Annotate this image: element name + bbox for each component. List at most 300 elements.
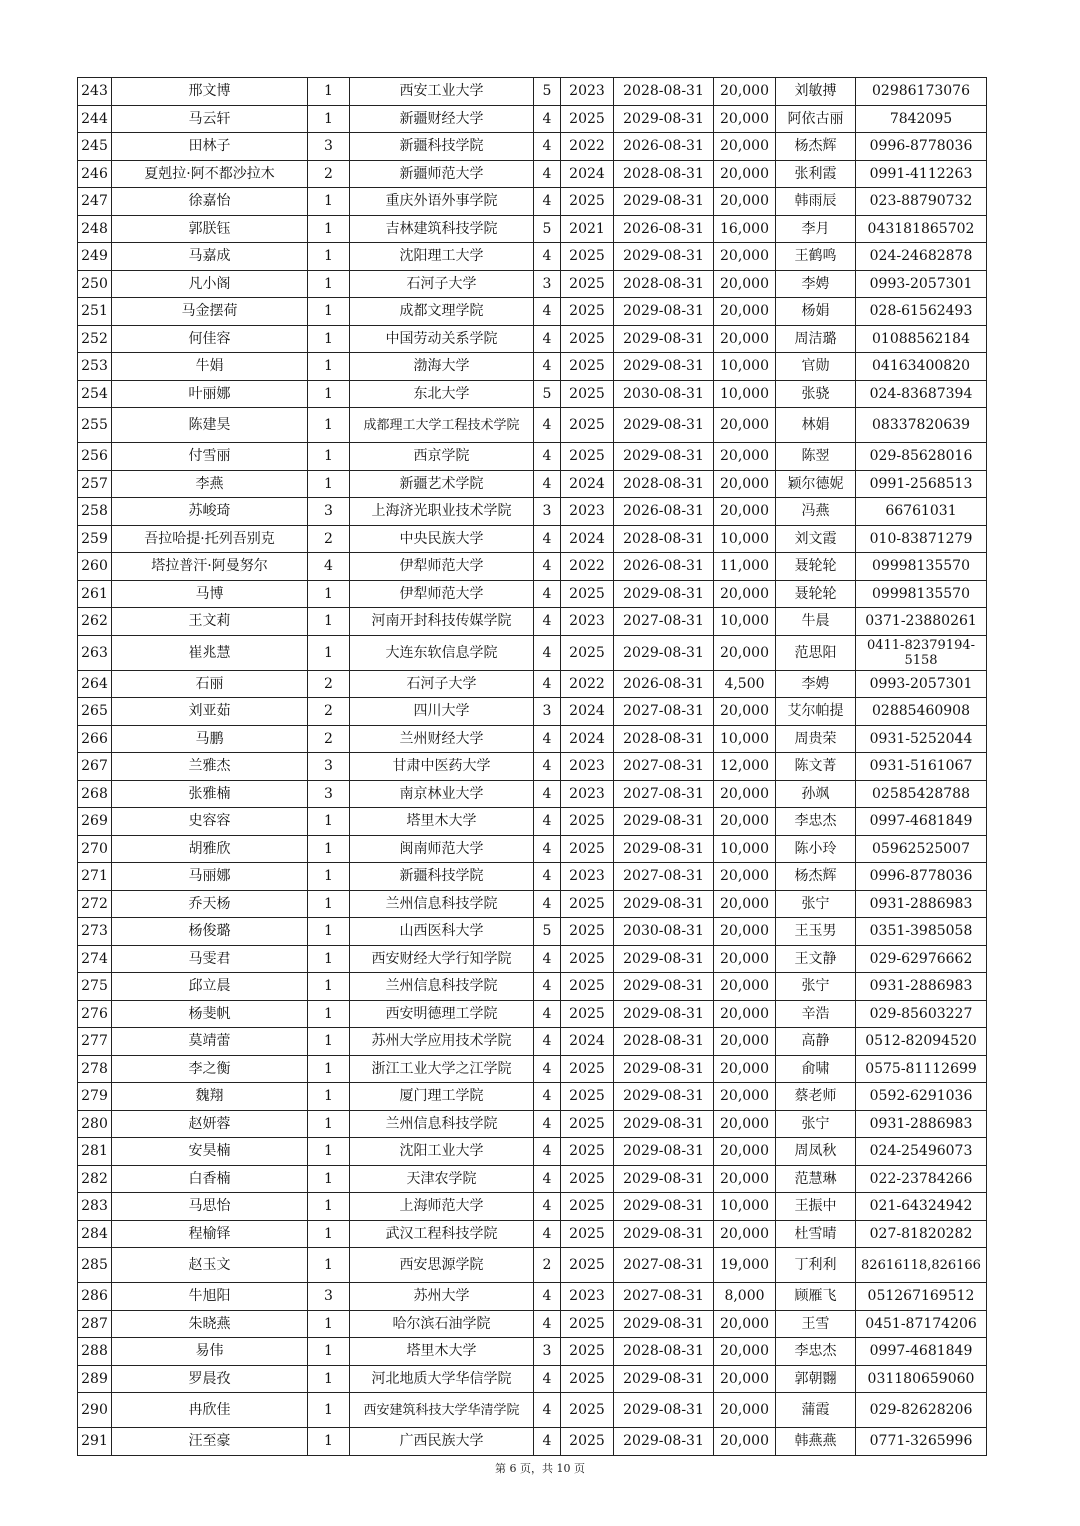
end-date-cell: 2029-08-31 [614,1220,714,1248]
enroll-year-cell: 2025 [561,1310,614,1338]
duration-years-cell: 4 [534,243,561,271]
end-date-cell: 2029-08-31 [614,1193,714,1221]
row-number-cell: 286 [78,1283,112,1311]
duration-years-cell: 4 [534,725,561,753]
amount-cell: 20,000 [714,698,776,726]
contact-person-cell: 高静 [776,1028,856,1056]
amount-cell: 20,000 [714,443,776,471]
contact-phone-cell: 024-25496073 [856,1138,987,1166]
end-date-cell: 2029-08-31 [614,835,714,863]
duration-years-cell: 5 [534,215,561,243]
contact-phone-cell: 0991-2568513 [856,470,987,498]
row-number-cell: 258 [78,498,112,526]
enroll-year-cell: 2025 [561,835,614,863]
student-name-cell: 杨斐帆 [112,1000,308,1028]
enroll-year-cell: 2024 [561,470,614,498]
enroll-year-cell: 2025 [561,580,614,608]
count-cell: 2 [308,160,350,188]
count-cell: 2 [308,698,350,726]
count-cell: 1 [308,1365,350,1393]
school-name-cell: 四川大学 [350,698,534,726]
contact-phone-cell: 024-83687394 [856,380,987,408]
end-date-cell: 2028-08-31 [614,160,714,188]
row-number-cell: 285 [78,1248,112,1283]
duration-years-cell: 4 [534,1310,561,1338]
contact-person-cell: 李忠杰 [776,808,856,836]
duration-years-cell: 4 [534,835,561,863]
row-number-cell: 275 [78,973,112,1001]
contact-person-cell: 周贵荣 [776,725,856,753]
end-date-cell: 2029-08-31 [614,1000,714,1028]
count-cell: 4 [308,553,350,581]
count-cell: 1 [308,918,350,946]
enroll-year-cell: 2025 [561,1000,614,1028]
table-body [78,78,987,1456]
duration-years-cell: 3 [534,1338,561,1366]
amount-cell: 20,000 [714,580,776,608]
enroll-year-cell: 2022 [561,553,614,581]
contact-person-cell: 冯燕 [776,498,856,526]
amount-cell: 20,000 [714,635,776,670]
enroll-year-cell: 2024 [561,1028,614,1056]
enroll-year-cell: 2025 [561,1220,614,1248]
duration-years-cell: 4 [534,443,561,471]
table-row [78,133,987,161]
row-number-cell: 290 [78,1393,112,1428]
table-row [78,243,987,271]
duration-years-cell: 4 [534,1000,561,1028]
table-row [78,1055,987,1083]
enroll-year-cell: 2025 [561,1193,614,1221]
contact-person-cell: 李娉 [776,270,856,298]
contact-person-cell: 王玉男 [776,918,856,946]
count-cell: 1 [308,1165,350,1193]
duration-years-cell: 4 [534,753,561,781]
contact-phone-cell: 0512-82094520 [856,1028,987,1056]
student-name-cell: 陈建昊 [112,408,308,443]
contact-phone-cell: 0993-2057301 [856,670,987,698]
enroll-year-cell: 2023 [561,1283,614,1311]
row-number-cell: 254 [78,380,112,408]
amount-cell: 20,000 [714,470,776,498]
table-row [78,1193,987,1221]
duration-years-cell: 4 [534,1220,561,1248]
school-name-cell: 天津农学院 [350,1165,534,1193]
contact-phone-cell: 028-61562493 [856,298,987,326]
school-name-cell: 广西民族大学 [350,1428,534,1456]
row-number-cell: 259 [78,525,112,553]
amount-cell: 20,000 [714,1165,776,1193]
contact-phone-cell: 031180659060 [856,1365,987,1393]
table-row [78,635,987,670]
end-date-cell: 2029-08-31 [614,188,714,216]
student-name-cell: 马嘉成 [112,243,308,271]
school-name-cell: 石河子大学 [350,270,534,298]
student-name-cell: 牛旭阳 [112,1283,308,1311]
contact-phone-cell: 0592-6291036 [856,1083,987,1111]
school-name-cell: 厦门理工学院 [350,1083,534,1111]
enroll-year-cell: 2025 [561,105,614,133]
student-name-cell: 白香楠 [112,1165,308,1193]
student-name-cell: 易伟 [112,1338,308,1366]
count-cell: 2 [308,670,350,698]
row-number-cell: 262 [78,608,112,636]
contact-person-cell: 陈翌 [776,443,856,471]
row-number-cell: 247 [78,188,112,216]
end-date-cell: 2029-08-31 [614,325,714,353]
contact-person-cell: 周洁璐 [776,325,856,353]
data-table [77,77,987,1456]
table-row [78,408,987,443]
end-date-cell: 2026-08-31 [614,670,714,698]
contact-person-cell: 刘文霞 [776,525,856,553]
row-number-cell: 244 [78,105,112,133]
contact-phone-cell: 02885460908 [856,698,987,726]
duration-years-cell: 4 [534,188,561,216]
end-date-cell: 2027-08-31 [614,1248,714,1283]
duration-years-cell: 3 [534,270,561,298]
enroll-year-cell: 2024 [561,160,614,188]
student-name-cell: 兰雅杰 [112,753,308,781]
student-name-cell: 汪至豪 [112,1428,308,1456]
contact-phone-cell: 0351-3985058 [856,918,987,946]
table-row [78,753,987,781]
amount-cell: 10,000 [714,380,776,408]
amount-cell: 20,000 [714,918,776,946]
amount-cell: 20,000 [714,973,776,1001]
school-name-cell: 东北大学 [350,380,534,408]
duration-years-cell: 4 [534,1055,561,1083]
contact-person-cell: 官勋 [776,353,856,381]
contact-person-cell: 王鹤鸣 [776,243,856,271]
school-name-cell: 兰州信息科技学院 [350,973,534,1001]
row-number-cell: 270 [78,835,112,863]
row-number-cell: 253 [78,353,112,381]
table-row [78,325,987,353]
school-name-cell: 塔里木大学 [350,1338,534,1366]
contact-phone-cell: 05962525007 [856,835,987,863]
student-name-cell: 马博 [112,580,308,608]
row-number-cell: 288 [78,1338,112,1366]
row-number-cell: 274 [78,945,112,973]
row-number-cell: 279 [78,1083,112,1111]
count-cell: 1 [308,835,350,863]
table-row [78,698,987,726]
table-row [78,670,987,698]
duration-years-cell: 4 [534,973,561,1001]
count-cell: 1 [308,1028,350,1056]
student-name-cell: 苏峻琦 [112,498,308,526]
count-cell: 1 [308,635,350,670]
school-name-cell: 西安工业大学 [350,78,534,106]
table-row [78,780,987,808]
count-cell: 2 [308,725,350,753]
contact-phone-cell: 04163400820 [856,353,987,381]
school-name-cell: 兰州信息科技学院 [350,1110,534,1138]
amount-cell: 20,000 [714,1393,776,1428]
end-date-cell: 2029-08-31 [614,105,714,133]
duration-years-cell: 4 [534,1165,561,1193]
row-number-cell: 255 [78,408,112,443]
end-date-cell: 2029-08-31 [614,1138,714,1166]
amount-cell: 20,000 [714,863,776,891]
duration-years-cell: 4 [534,863,561,891]
row-number-cell: 251 [78,298,112,326]
end-date-cell: 2028-08-31 [614,725,714,753]
count-cell: 3 [308,780,350,808]
school-name-cell: 大连东软信息学院 [350,635,534,670]
contact-phone-cell: 66761031 [856,498,987,526]
contact-person-cell: 韩雨辰 [776,188,856,216]
contact-phone-cell: 0997-4681849 [856,808,987,836]
end-date-cell: 2026-08-31 [614,215,714,243]
count-cell: 3 [308,498,350,526]
amount-cell: 20,000 [714,408,776,443]
amount-cell: 20,000 [714,325,776,353]
count-cell: 1 [308,470,350,498]
count-cell: 1 [308,1083,350,1111]
duration-years-cell: 4 [534,553,561,581]
contact-phone-cell: 0411-82379194-5158 [856,635,987,670]
row-number-cell: 276 [78,1000,112,1028]
duration-years-cell: 4 [534,635,561,670]
school-name-cell: 西安思源学院 [350,1248,534,1283]
row-number-cell: 250 [78,270,112,298]
table-row [78,188,987,216]
enroll-year-cell: 2022 [561,670,614,698]
student-name-cell: 刘亚茹 [112,698,308,726]
enroll-year-cell: 2023 [561,863,614,891]
school-name-cell: 西安明德理工学院 [350,1000,534,1028]
contact-person-cell: 刘敏搏 [776,78,856,106]
duration-years-cell: 4 [534,1083,561,1111]
enroll-year-cell: 2025 [561,298,614,326]
student-name-cell: 杨俊璐 [112,918,308,946]
duration-years-cell: 4 [534,1193,561,1221]
duration-years-cell: 4 [534,470,561,498]
school-name-cell: 伊犁师范大学 [350,580,534,608]
row-number-cell: 273 [78,918,112,946]
table-row [78,443,987,471]
school-name-cell: 兰州信息科技学院 [350,890,534,918]
student-name-cell: 叶丽娜 [112,380,308,408]
duration-years-cell: 4 [534,160,561,188]
end-date-cell: 2026-08-31 [614,553,714,581]
amount-cell: 11,000 [714,553,776,581]
end-date-cell: 2027-08-31 [614,698,714,726]
table-row [78,298,987,326]
school-name-cell: 苏州大学应用技术学院 [350,1028,534,1056]
end-date-cell: 2029-08-31 [614,1310,714,1338]
table-row [78,105,987,133]
school-name-cell: 兰州财经大学 [350,725,534,753]
amount-cell: 20,000 [714,1083,776,1111]
contact-person-cell: 杨杰辉 [776,863,856,891]
end-date-cell: 2029-08-31 [614,443,714,471]
contact-person-cell: 孙飒 [776,780,856,808]
row-number-cell: 263 [78,635,112,670]
student-name-cell: 安昊楠 [112,1138,308,1166]
table-row [78,160,987,188]
amount-cell: 20,000 [714,1310,776,1338]
end-date-cell: 2028-08-31 [614,1338,714,1366]
student-name-cell: 罗晨孜 [112,1365,308,1393]
contact-phone-cell: 7842095 [856,105,987,133]
duration-years-cell: 3 [534,498,561,526]
duration-years-cell: 4 [534,890,561,918]
school-name-cell: 新疆财经大学 [350,105,534,133]
school-name-cell: 渤海大学 [350,353,534,381]
duration-years-cell: 4 [534,133,561,161]
school-name-cell: 成都文理学院 [350,298,534,326]
count-cell: 1 [308,408,350,443]
enroll-year-cell: 2024 [561,698,614,726]
row-number-cell: 268 [78,780,112,808]
amount-cell: 20,000 [714,1365,776,1393]
contact-phone-cell: 09998135570 [856,553,987,581]
contact-person-cell: 王文静 [776,945,856,973]
contact-person-cell: 聂轮轮 [776,580,856,608]
count-cell: 1 [308,808,350,836]
contact-phone-cell: 0575-81112699 [856,1055,987,1083]
school-name-cell: 浙江工业大学之江学院 [350,1055,534,1083]
amount-cell: 8,000 [714,1283,776,1311]
duration-years-cell: 4 [534,408,561,443]
contact-phone-cell: 021-64324942 [856,1193,987,1221]
end-date-cell: 2029-08-31 [614,1110,714,1138]
row-number-cell: 261 [78,580,112,608]
enroll-year-cell: 2025 [561,1393,614,1428]
student-name-cell: 乔天杨 [112,890,308,918]
count-cell: 1 [308,1393,350,1428]
school-name-cell: 西京学院 [350,443,534,471]
amount-cell: 10,000 [714,353,776,381]
student-name-cell: 吾拉哈提·托列吾别克 [112,525,308,553]
count-cell: 1 [308,1110,350,1138]
table-row [78,380,987,408]
enroll-year-cell: 2023 [561,753,614,781]
count-cell: 1 [308,1310,350,1338]
student-name-cell: 夏剋拉·阿不都沙拉木 [112,160,308,188]
amount-cell: 20,000 [714,1138,776,1166]
enroll-year-cell: 2023 [561,780,614,808]
student-name-cell: 马丽娜 [112,863,308,891]
amount-cell: 10,000 [714,608,776,636]
count-cell: 3 [308,1283,350,1311]
enroll-year-cell: 2025 [561,1110,614,1138]
count-cell: 1 [308,298,350,326]
end-date-cell: 2029-08-31 [614,1083,714,1111]
contact-person-cell: 阿依古丽 [776,105,856,133]
school-name-cell: 沈阳理工大学 [350,243,534,271]
school-name-cell: 武汉工程科技学院 [350,1220,534,1248]
row-number-cell: 266 [78,725,112,753]
contact-phone-cell: 0993-2057301 [856,270,987,298]
amount-cell: 10,000 [714,525,776,553]
school-name-cell: 吉林建筑科技学院 [350,215,534,243]
table-row [78,1283,987,1311]
end-date-cell: 2029-08-31 [614,635,714,670]
contact-phone-cell: 022-23784266 [856,1165,987,1193]
duration-years-cell: 4 [534,580,561,608]
enroll-year-cell: 2024 [561,725,614,753]
table-row [78,808,987,836]
amount-cell: 20,000 [714,1428,776,1456]
table-row [78,525,987,553]
contact-phone-cell: 0771-3265996 [856,1428,987,1456]
amount-cell: 20,000 [714,105,776,133]
contact-person-cell: 周凤秋 [776,1138,856,1166]
school-name-cell: 伊犁师范大学 [350,553,534,581]
row-number-cell: 284 [78,1220,112,1248]
row-number-cell: 267 [78,753,112,781]
table-row [78,1365,987,1393]
amount-cell: 20,000 [714,890,776,918]
end-date-cell: 2029-08-31 [614,580,714,608]
student-name-cell: 莫靖蕾 [112,1028,308,1056]
amount-cell: 20,000 [714,78,776,106]
contact-person-cell: 杨杰辉 [776,133,856,161]
end-date-cell: 2028-08-31 [614,78,714,106]
enroll-year-cell: 2025 [561,635,614,670]
contact-phone-cell: 043181865702 [856,215,987,243]
enroll-year-cell: 2025 [561,973,614,1001]
table-row [78,215,987,243]
row-number-cell: 282 [78,1165,112,1193]
school-name-cell: 西安财经大学行知学院 [350,945,534,973]
student-name-cell: 付雪丽 [112,443,308,471]
enroll-year-cell: 2025 [561,808,614,836]
end-date-cell: 2029-08-31 [614,890,714,918]
count-cell: 1 [308,188,350,216]
table-row [78,498,987,526]
count-cell: 1 [308,1428,350,1456]
duration-years-cell: 4 [534,808,561,836]
contact-phone-cell: 027-81820282 [856,1220,987,1248]
student-name-cell: 朱晓燕 [112,1310,308,1338]
duration-years-cell: 4 [534,1283,561,1311]
row-number-cell: 264 [78,670,112,698]
contact-person-cell: 牛晨 [776,608,856,636]
table-row [78,973,987,1001]
table-row [78,863,987,891]
row-number-cell: 252 [78,325,112,353]
contact-person-cell: 郭朝翾 [776,1365,856,1393]
end-date-cell: 2029-08-31 [614,408,714,443]
contact-phone-cell: 02585428788 [856,780,987,808]
enroll-year-cell: 2025 [561,408,614,443]
duration-years-cell: 4 [534,105,561,133]
end-date-cell: 2029-08-31 [614,243,714,271]
amount-cell: 10,000 [714,1193,776,1221]
amount-cell: 20,000 [714,298,776,326]
duration-years-cell: 2 [534,1248,561,1283]
table-row [78,1028,987,1056]
amount-cell: 12,000 [714,753,776,781]
student-name-cell: 张雅楠 [112,780,308,808]
count-cell: 1 [308,325,350,353]
end-date-cell: 2029-08-31 [614,1428,714,1456]
row-number-cell: 257 [78,470,112,498]
student-name-cell: 崔兆慧 [112,635,308,670]
duration-years-cell: 4 [534,1138,561,1166]
enroll-year-cell: 2024 [561,525,614,553]
student-name-cell: 冉欣佳 [112,1393,308,1428]
table-row [78,1000,987,1028]
contact-phone-cell: 051267169512 [856,1283,987,1311]
school-name-cell: 苏州大学 [350,1283,534,1311]
enroll-year-cell: 2025 [561,1083,614,1111]
